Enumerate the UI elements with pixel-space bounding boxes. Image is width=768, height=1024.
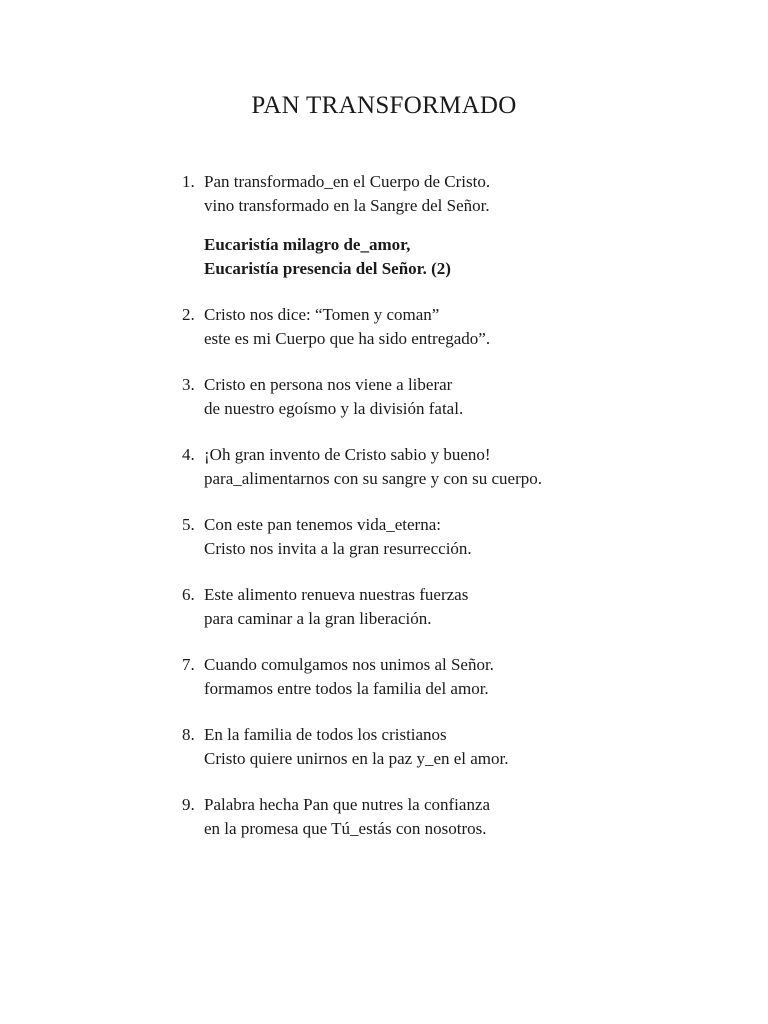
verse-number: 3. [182, 375, 195, 394]
verse-line: en la promesa que Tú_estás con nosotros. [204, 818, 487, 838]
verse-line: Cristo en persona nos viene a liberar [204, 375, 453, 394]
verse-number: 5. [182, 515, 195, 534]
verse-number: 7. [182, 655, 195, 674]
verse-8 [182, 723, 742, 770]
verse-line: Cristo nos invita a la gran resurrección. [204, 538, 472, 558]
verse-number: 2. [182, 305, 195, 324]
song-body [182, 170, 742, 863]
verse-3 [182, 373, 742, 420]
verse-line: Cristo quiere unirnos en la paz y_en el amor. [204, 748, 509, 768]
verse-9 [182, 793, 742, 840]
verse-7 [182, 653, 742, 700]
verse-6 [182, 583, 742, 630]
verse-line: En la familia de todos los cristianos [204, 725, 447, 744]
verse-line: para_alimentarnos con su sangre y con su cuerpo. [204, 468, 542, 488]
verse-number: 6. [182, 585, 195, 604]
verse-2 [182, 303, 742, 350]
verse-line: Cristo nos dice: “Tomen y coman” [204, 305, 440, 324]
verse-line: para caminar a la gran liberación. [204, 608, 432, 628]
verse-lines [204, 170, 490, 217]
verse-number: 8. [182, 725, 195, 744]
verse-line: Con este pan tenemos vida_eterna: [204, 515, 441, 534]
verse-1 [182, 170, 742, 217]
verse-lines [204, 793, 490, 840]
verse-number: 9. [182, 795, 195, 814]
verse-lines [204, 303, 490, 350]
verse-lines [204, 653, 494, 700]
chorus [204, 233, 742, 280]
verse-lines [204, 513, 472, 560]
verse-line: este es mi Cuerpo que ha sido entregado”. [204, 328, 491, 348]
chorus-line: Eucaristía milagro de_amor, [204, 235, 411, 254]
verse-line: Pan transformado_en el Cuerpo de Cristo. [204, 172, 491, 191]
verse-4 [182, 443, 742, 490]
verse-line: formamos entre todos la familia del amor. [204, 678, 489, 698]
verse-line: de nuestro egoísmo y la división fatal. [204, 398, 464, 418]
verse-line: Palabra hecha Pan que nutres la confianza [204, 795, 491, 814]
song-title: PAN TRANSFORMADO [251, 92, 517, 119]
verse-5 [182, 513, 742, 560]
verse-lines [204, 723, 509, 770]
verse-lines [204, 443, 542, 490]
verse-line: Este alimento renueva nuestras fuerzas [204, 585, 469, 604]
verse-number: 1. [182, 172, 195, 191]
verse-line: ¡Oh gran invento de Cristo sabio y bueno! [204, 445, 491, 464]
verse-line: Cuando comulgamos nos unimos al Señor. [204, 655, 494, 674]
verse-lines [204, 583, 468, 630]
verse-lines [204, 373, 463, 420]
chorus-line: Eucaristía presencia del Señor. (2) [204, 258, 451, 278]
verse-line: vino transformado en la Sangre del Señor. [204, 195, 490, 215]
verse-number: 4. [182, 445, 195, 464]
